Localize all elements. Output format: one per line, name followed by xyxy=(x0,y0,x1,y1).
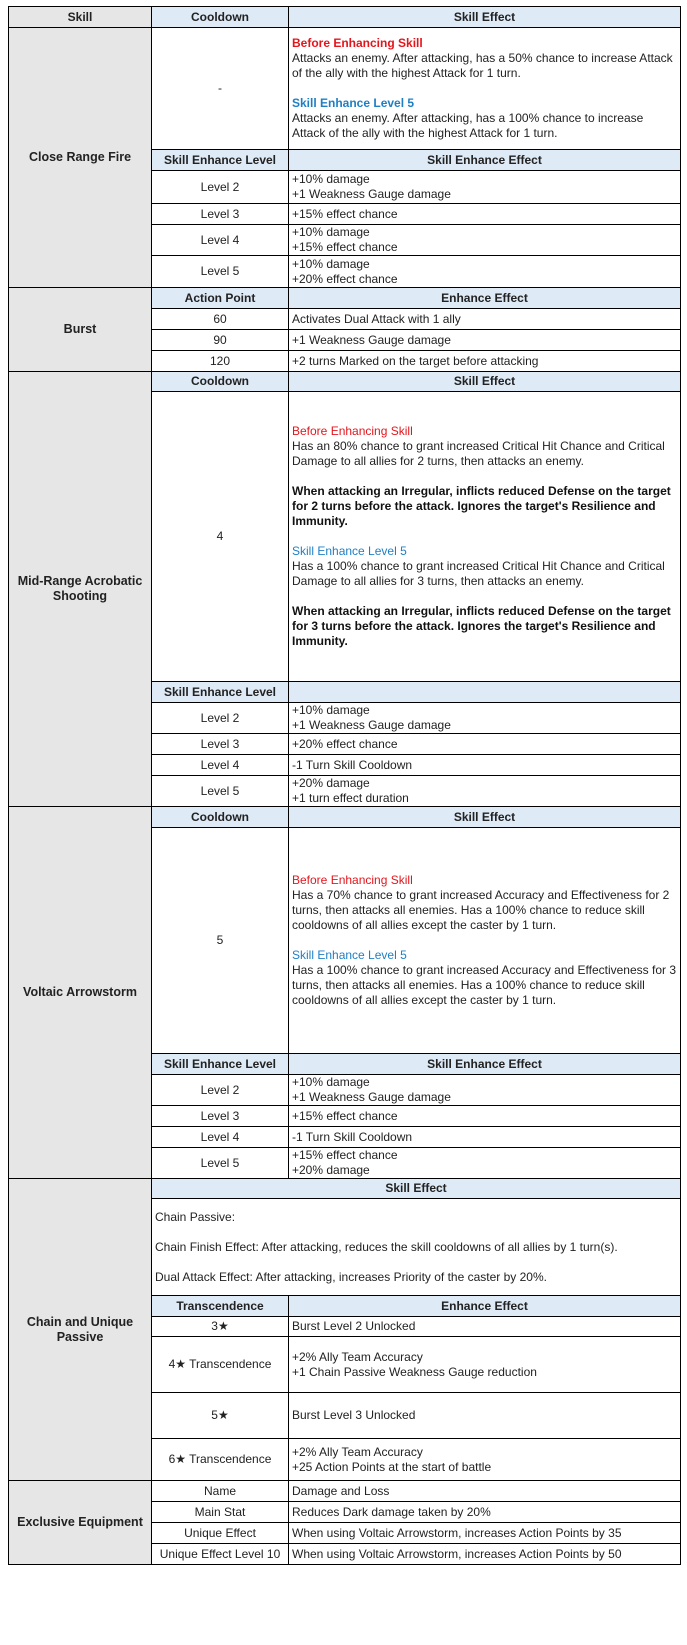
equipment-value: When using Voltaic Arrowstorm, increases Action Points by 35 xyxy=(289,1523,681,1544)
voltaic-cooldown: 5 xyxy=(152,828,289,1054)
enhance-effect xyxy=(289,256,681,288)
skill-enhance-bold-text: When attacking an Irregular, inflicts reduced Defense on the target for 3 turns before the attack. Ignores the target's Resilience and Immunity. xyxy=(292,604,671,648)
transcendence-effect xyxy=(289,1337,681,1393)
effect-line: +15% effect chance xyxy=(292,1148,398,1162)
mid-range-effect xyxy=(289,392,681,682)
effect-line: +20% effect chance xyxy=(292,736,398,751)
enhance-level: Level 4 xyxy=(152,755,289,776)
enhance-level: Level 2 xyxy=(152,171,289,204)
cooldown-header: Cooldown xyxy=(152,372,289,392)
header-cooldown: Cooldown xyxy=(152,7,289,28)
enhance-effect-header: Skill Enhance Effect xyxy=(289,150,681,171)
transcendence-tier: 6★ Transcendence xyxy=(152,1439,289,1481)
effect-line: +10% damage xyxy=(292,703,370,717)
effect-line: +2% Ally Team Accuracy xyxy=(292,1444,423,1459)
skill-name-voltaic-arrowstorm: Voltaic Arrowstorm xyxy=(9,807,152,1179)
action-point-value: 90 xyxy=(152,330,289,351)
effect-line: +10% damage xyxy=(292,256,370,271)
skill-name-mid-range: Mid-Range Acrobatic Shooting xyxy=(9,372,152,807)
skill-effect-header: Skill Effect xyxy=(152,1179,681,1199)
before-enhancing-text: Attacks an enemy. After attacking, has a 50% chance to increase Attack of the ally with the highest Attack for 1 turn. xyxy=(292,51,673,80)
close-range-fire-effect xyxy=(289,28,681,150)
effect-line: +20% effect chance xyxy=(292,271,398,286)
table-row xyxy=(9,1481,681,1502)
burst-effect: +2 turns Marked on the target before attacking xyxy=(289,351,681,372)
voltaic-header-row xyxy=(9,807,681,828)
before-enhancing-label: Before Enhancing Skill xyxy=(292,873,413,887)
skill-effect-header: Skill Effect xyxy=(289,807,681,828)
enhance-level: Level 3 xyxy=(152,1106,289,1127)
burst-effect: Activates Dual Attack with 1 ally xyxy=(289,309,681,330)
enhance-effect-header: Enhance Effect xyxy=(289,288,681,309)
chain-effect xyxy=(152,1199,681,1296)
close-range-fire-cooldown: - xyxy=(152,28,289,150)
cooldown-header: Cooldown xyxy=(152,807,289,828)
equipment-value: Reduces Dark damage taken by 20% xyxy=(289,1502,681,1523)
dual-attack-effect: Dual Attack Effect: After attacking, increases Priority of the caster by 20%. xyxy=(155,1269,547,1284)
header-skill-effect: Skill Effect xyxy=(289,7,681,28)
enhance-effect xyxy=(289,1127,681,1148)
effect-line: +1 Weakness Gauge damage xyxy=(292,187,451,201)
enhance-effect xyxy=(289,1075,681,1106)
action-point-header: Action Point xyxy=(152,288,289,309)
effect-line: +15% effect chance xyxy=(292,1108,398,1123)
skill-enhance-text: Has a 100% chance to grant increased Accuracy and Effectiveness for 3 turns, then attacks all enemies. Has a 100% chance to reduce skill cooldowns of all allies except the caster by 1 turn. xyxy=(292,963,676,1007)
enhance-level: Level 5 xyxy=(152,776,289,807)
enhance-effect xyxy=(289,776,681,807)
skill-name-exclusive-equipment: Exclusive Equipment xyxy=(9,1481,152,1565)
effect-line: -1 Turn Skill Cooldown xyxy=(292,1129,413,1144)
close-range-fire-main-row xyxy=(9,28,681,150)
enhance-effect-header: Enhance Effect xyxy=(289,1296,681,1317)
effect-line: +20% damage xyxy=(292,1163,370,1177)
equipment-value: Damage and Loss xyxy=(289,1481,681,1502)
before-enhancing-text: Has an 80% chance to grant increased Critical Hit Chance and Critical Damage to all allies for 2 turns, then attacks an enemy. xyxy=(292,439,665,468)
effect-line: +25 Action Points at the start of battle xyxy=(292,1459,492,1474)
equipment-label: Unique Effect xyxy=(152,1523,289,1544)
enhance-effect xyxy=(289,225,681,256)
skill-table xyxy=(8,6,681,1565)
transcendence-effect xyxy=(289,1439,681,1481)
burst-header-row xyxy=(9,288,681,309)
skill-enhance-label: Skill Enhance Level 5 xyxy=(292,96,415,110)
enhance-effect xyxy=(289,171,681,204)
effect-line: +20% damage xyxy=(292,776,370,790)
effect-line: +1 Chain Passive Weakness Gauge reduction xyxy=(292,1364,537,1379)
equipment-value: When using Voltaic Arrowstorm, increases Action Points by 50 xyxy=(289,1544,681,1565)
enhance-effect-header: Skill Enhance Effect xyxy=(289,1054,681,1075)
effect-line: Burst Level 3 Unlocked xyxy=(292,1408,416,1422)
enhance-level-header: Skill Enhance Level xyxy=(152,150,289,171)
effect-line: +10% damage xyxy=(292,225,370,239)
enhance-effect xyxy=(289,734,681,755)
enhance-level: Level 2 xyxy=(152,1075,289,1106)
chain-passive-label: Chain Passive: xyxy=(155,1209,236,1224)
enhance-level: Level 2 xyxy=(152,703,289,734)
enhance-effect xyxy=(289,755,681,776)
mid-range-header-row xyxy=(9,372,681,392)
skill-enhance-label: Skill Enhance Level 5 xyxy=(292,948,407,962)
enhance-effect xyxy=(289,1106,681,1127)
before-enhancing-bold-text: When attacking an Irregular, inflicts reduced Defense on the target for 2 turns before the attack. Ignores the target's Resilience and Immunity. xyxy=(292,484,671,528)
transcendence-effect xyxy=(289,1317,681,1337)
enhance-level: Level 5 xyxy=(152,256,289,288)
voltaic-effect xyxy=(289,828,681,1054)
action-point-value: 120 xyxy=(152,351,289,372)
before-enhancing-label: Before Enhancing Skill xyxy=(292,36,423,50)
enhance-level-header: Skill Enhance Level xyxy=(152,1054,289,1075)
transcendence-tier: 3★ xyxy=(152,1317,289,1337)
effect-line: Burst Level 2 Unlocked xyxy=(292,1319,416,1333)
equipment-label: Unique Effect Level 10 xyxy=(152,1544,289,1565)
enhance-level: Level 4 xyxy=(152,1127,289,1148)
effect-line: +1 Weakness Gauge damage xyxy=(292,1090,451,1104)
skill-name-chain-passive: Chain and Unique Passive xyxy=(9,1179,152,1481)
effect-line: +15% effect chance xyxy=(292,206,398,221)
before-enhancing-label: Before Enhancing Skill xyxy=(292,424,413,438)
skill-name-burst: Burst xyxy=(9,288,152,372)
effect-line: -1 Turn Skill Cooldown xyxy=(292,757,413,772)
enhance-effect-header-empty xyxy=(289,682,681,703)
enhance-level: Level 4 xyxy=(152,225,289,256)
chain-header-row xyxy=(9,1179,681,1199)
effect-line: +15% effect chance xyxy=(292,240,398,254)
transcendence-tier: 5★ xyxy=(152,1393,289,1439)
transcendence-effect xyxy=(289,1393,681,1439)
burst-effect: +1 Weakness Gauge damage xyxy=(289,330,681,351)
before-enhancing-text: Has a 70% chance to grant increased Accuracy and Effectiveness for 2 turns, then attacks all enemies. Has a 100% chance to reduce skill cooldowns of all allies except the caster by 1 turn. xyxy=(292,888,670,932)
skill-effect-header: Skill Effect xyxy=(289,372,681,392)
effect-line: +1 turn effect duration xyxy=(292,791,409,805)
enhance-level: Level 3 xyxy=(152,734,289,755)
skill-name-close-range-fire: Close Range Fire xyxy=(9,28,152,288)
action-point-value: 60 xyxy=(152,309,289,330)
table-header-row xyxy=(9,7,681,28)
effect-line: +10% damage xyxy=(292,172,370,186)
enhance-effect xyxy=(289,1148,681,1179)
skill-enhance-label: Skill Enhance Level 5 xyxy=(292,544,407,558)
effect-line: +10% damage xyxy=(292,1075,370,1089)
skill-enhance-text: Attacks an enemy. After attacking, has a 100% chance to increase Attack of the ally with the highest Attack for 1 turn. xyxy=(292,111,644,140)
equipment-label: Main Stat xyxy=(152,1502,289,1523)
transcendence-tier: 4★ Transcendence xyxy=(152,1337,289,1393)
chain-finish-effect: Chain Finish Effect: After attacking, reduces the skill cooldowns of all allies by 1 turn(s). xyxy=(155,1239,618,1254)
enhance-effect xyxy=(289,703,681,734)
enhance-level: Level 3 xyxy=(152,204,289,225)
effect-line: +1 Weakness Gauge damage xyxy=(292,718,451,732)
enhance-level-header: Skill Enhance Level xyxy=(152,682,289,703)
transcendence-header: Transcendence xyxy=(152,1296,289,1317)
mid-range-cooldown: 4 xyxy=(152,392,289,682)
header-skill: Skill xyxy=(9,7,152,28)
effect-line: +2% Ally Team Accuracy xyxy=(292,1349,423,1364)
skill-enhance-text: Has a 100% chance to grant increased Critical Hit Chance and Critical Damage to all allies for 3 turns, then attacks an enemy. xyxy=(292,559,665,588)
enhance-level: Level 5 xyxy=(152,1148,289,1179)
equipment-label: Name xyxy=(152,1481,289,1502)
enhance-effect xyxy=(289,204,681,225)
